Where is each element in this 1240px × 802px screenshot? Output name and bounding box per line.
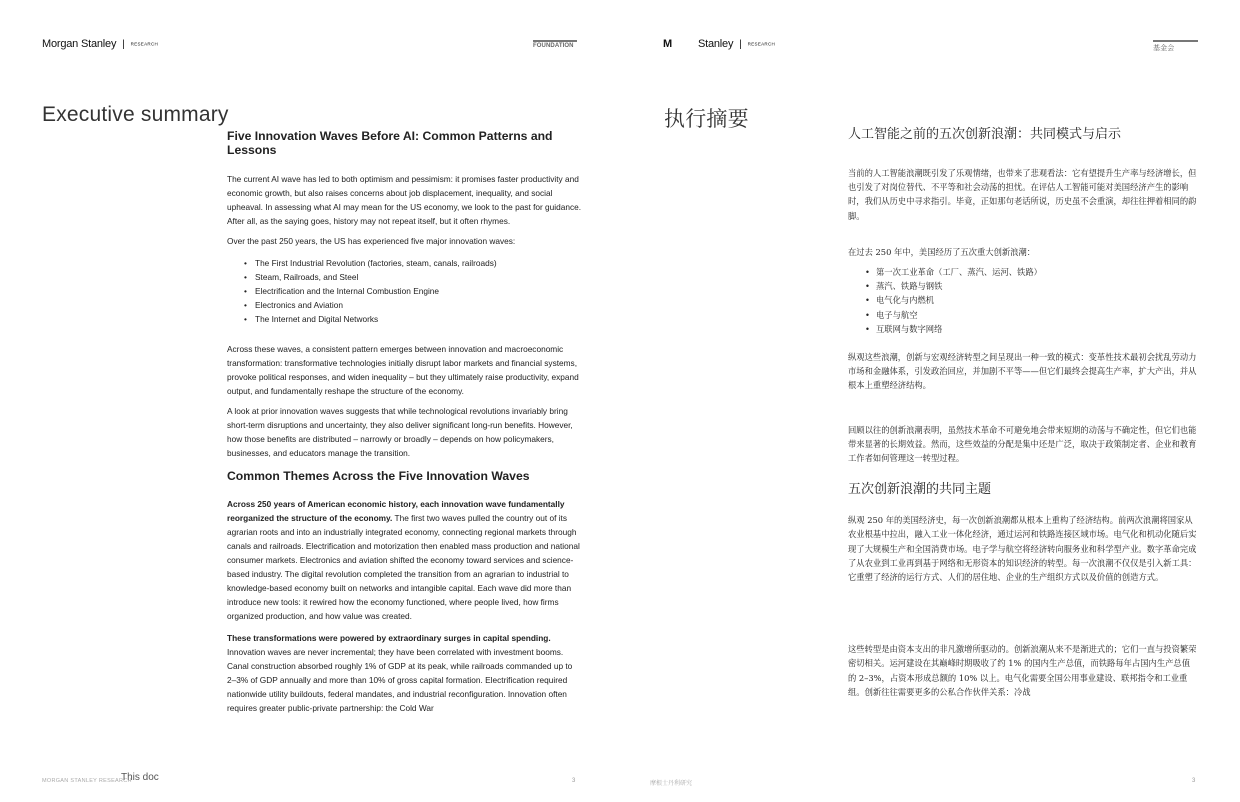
morgan-stanley-logo bbox=[42, 38, 158, 50]
main-content bbox=[848, 128, 1198, 699]
capital-paragraph: 这些转型是由资本支出的非凡激增所驱动的。创新浪潮从来不是渐进式的；它们一直与投资繁荣密切相关。运河建设在其巅峰时期吸收了约 1% 的国内生产总值，而铁路每年占国内生产总值的 2–3%，占资本形成总额的 10% 以上。电气化需要全国公用事业建设、联邦指令和工业重组。创新往往需要更多的公私合作伙伴关系：冷战 bbox=[848, 644, 1197, 697]
morgan-stanley-logo bbox=[663, 38, 775, 50]
footer-overlay-text: This doc bbox=[121, 772, 159, 783]
waves-intro: Over the past 250 years, the US has experienced five major innovation waves: bbox=[227, 236, 516, 246]
list-item: • Electronics and Aviation bbox=[255, 298, 582, 312]
logo-separator: | bbox=[739, 39, 742, 50]
chinese-page bbox=[620, 0, 1240, 802]
section-heading: Five Innovation Waves Before AI: Common Patterns and Lessons bbox=[227, 129, 553, 157]
themes-paragraph: 纵观 250 年的美国经济史，每一次创新浪潮都从根本上重构了经济结构。前两次浪潮将国家从农业根基中拉出，融入工业一体化经济，通过运河和铁路连接区域市场。电气化和机动化随后实现了大规模生产和全国消费市场。电子学与航空将经济转向服务业和科学型产业。数字革命完成了从农业到工业再到基于网络和无形资本的知识经济的转型。每一次浪潮不仅仅是引入新工具：它重塑了经济的运行方式、人们的居住地、企业的生产组织方式以及价值的创造方式。 bbox=[848, 515, 1197, 583]
page-title: 执行摘要 bbox=[664, 107, 749, 132]
brand-name: Morgan Stanley bbox=[42, 38, 117, 50]
pattern-paragraph: 纵观这些浪潮，创新与宏观经济转型之间呈现出一种一致的模式：变革性技术最初会扰乱劳动力市场和金融体系，引发政治回应，并加剧不平等——但它们最终会提高生产率，扩大产出，并从根本上重塑经济结构。 bbox=[848, 352, 1197, 391]
list-item: • The First Industrial Revolution (factories, steam, canals, railroads) bbox=[255, 256, 582, 270]
list-item: • Steam, Railroads, and Steel bbox=[255, 270, 582, 284]
footer-label: MORGAN STANLEY RESEARCH bbox=[42, 778, 132, 784]
division-label: RESEARCH bbox=[130, 41, 159, 47]
lead-sentence: Across 250 years of American economic history, each innovation wave fundamentally reorganized the structure of the economy. bbox=[227, 499, 565, 523]
list-item: • 电子与航空 bbox=[876, 308, 1198, 322]
list-item: • 电气化与内燃机 bbox=[876, 293, 1198, 307]
section-heading: 人工智能之前的五次创新浪潮：共同模式与启示 bbox=[848, 127, 1122, 142]
section-heading: Common Themes Across the Five Innovation Waves bbox=[227, 469, 530, 483]
waves-list bbox=[227, 256, 582, 326]
intro-paragraph: 当前的人工智能浪潮既引发了乐观情绪，也带来了悲观看法：它有望提升生产率与经济增长，但也引发了对岗位替代、不平等和社会动荡的担忧。在评估人工智能可能对美国经济产生的影响时，我们从历史中寻求指引。毕竟，正如那句老话所说，历史虽不会重演，却往往押着相同的韵脚。 bbox=[848, 168, 1197, 221]
waves-list bbox=[848, 265, 1198, 336]
themes-paragraph: Across 250 years of American economic history, each innovation wave fundamentally reorganized the structure of the economy. The first two waves pulled the country out of its agrarian roots and into an industrially integrated economy, connecting regional markets through canals and railroads. Electrification and motorization then enabled mass production and national consumer markets. Electronics and aviation shifted the economy toward services and science-based industry. The digital revolution completed the transition from an agrarian to industrial to knowledge-based economy built on networks and intangible capital. Each wave did more than introduce new tools: it rewired how the economy functioned, where people lived, how firms organized production, and how value was created. bbox=[227, 499, 580, 621]
logo-separator: | bbox=[122, 39, 125, 50]
list-item: • 互联网与数字网络 bbox=[876, 322, 1198, 336]
page-number: 3 bbox=[1192, 778, 1196, 784]
benefits-paragraph: 回顾以往的创新浪潮表明，虽然技术革命不可避免地会带来短期的动荡与不确定性，但它们也能带来显著的长期效益。然而，这些效益的分配是集中还是广泛，取决于政策制定者、企业和教育工作者如何管理这一转型过程。 bbox=[848, 424, 1197, 464]
page-number: 3 bbox=[572, 778, 576, 784]
section-tag: 基金会 bbox=[1153, 40, 1198, 53]
section-heading: 五次创新浪潮的共同主题 bbox=[848, 482, 992, 498]
page-title: Executive summary bbox=[42, 103, 229, 127]
waves-intro: 在过去 250 年中，美国经历了五次重大创新浪潮： bbox=[848, 246, 1036, 257]
division-label: RESEARCH bbox=[747, 41, 776, 47]
brand-initial: M bbox=[663, 38, 672, 50]
intro-paragraph: The current AI wave has led to both optimism and pessimism: it promises faster productivity and economic growth, but also raises concerns about job displacement, inequality, and social upheaval. In assessing what AI may mean for the US economy, we look to the past for guidance. After all, as the saying goes, history may not repeat itself, but it often rhymes. bbox=[227, 174, 582, 226]
brand-name: Stanley bbox=[697, 38, 734, 50]
list-item: • The Internet and Digital Networks bbox=[255, 312, 582, 326]
main-content bbox=[227, 129, 582, 715]
pattern-paragraph: Across these waves, a consistent pattern emerges between innovation and macroeconomic transformation: transformative technologies initially disrupt labor markets and financial systems, provoke political responses, and widen inequality – but they ultimately raise productivity, expand output, and fundamentally reshape the structure of the economy. bbox=[227, 344, 579, 396]
footer-label: 摩根士丹利研究 bbox=[650, 781, 693, 787]
capital-paragraph: These transformations were powered by extraordinary surges in capital spending. Innovation waves are never incremental; they have been correlated with investment booms. Canal construction absorbed roughly 1% of GDP at its peak, while railroads commanded up to 2–3% of GDP annually and more than 10% of gross capital formation. Electrification required nationwide utility buildouts, federal mandates, and industrial reconfiguration. Innovation often requires greater public-private partnership: the Cold War bbox=[227, 633, 573, 713]
lead-sentence: These transformations were powered by extraordinary surges in capital spending. bbox=[227, 633, 551, 643]
section-tag: FOUNDATION bbox=[533, 40, 577, 49]
list-item: • 第一次工业革命（工厂、蒸汽、运河、铁路） bbox=[876, 265, 1198, 279]
list-item: • 蒸汽、铁路与钢铁 bbox=[876, 279, 1198, 293]
benefits-paragraph: A look at prior innovation waves suggests that while technological revolutions invariably bring short-term disruptions and uncertainty, they also deliver significant long-run benefits. However, how those benefits are distributed – narrowly or broadly – depends on how policymakers, businesses, and educators manage the transition. bbox=[227, 406, 573, 458]
list-item: • Electrification and the Internal Combustion Engine bbox=[255, 284, 582, 298]
